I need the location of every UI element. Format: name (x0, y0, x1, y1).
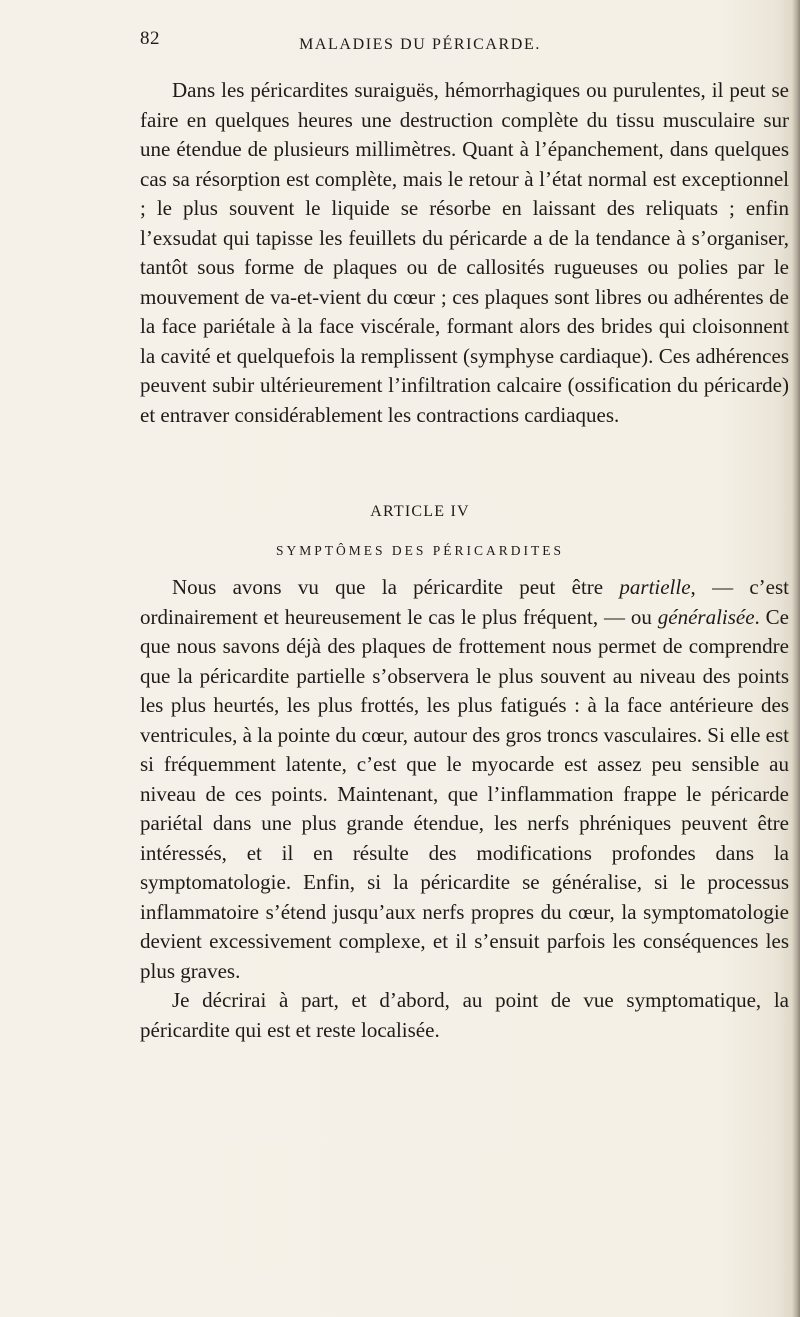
running-title: MALADIES DU PÉRICARDE. (299, 36, 541, 53)
section-subtitle: SYMPTÔMES DES PÉRICARDITES (275, 543, 565, 558)
page-number: 82 (140, 28, 160, 49)
paragraph-symptoms-part-2: , — c’est ordinairement et heureusement le cas le plus fréquent, — ou (140, 575, 789, 629)
paragraph-symptoms (140, 573, 789, 986)
running-head (140, 28, 700, 60)
body-text-top (140, 76, 789, 430)
paragraph-symptoms-part-1: Nous avons vu que la péricardite peut être (172, 575, 620, 599)
article-heading: ARTICLE IV (370, 503, 470, 520)
body-text-bottom (140, 573, 789, 1045)
term-generalisee: généralisée (657, 604, 755, 629)
paragraph-symptoms-part-3: . Ce que nous savons déjà des plaques de frottement nous permet de comprendre que la péricardite partielle s’observera le plus souvent au niveau des points les plus heurtés, les plus frottés, les plus fatigués : à la face antérieure des ventricules, à la pointe du cœur, autour des gros troncs vasculaires. Si elle est si fréquemment latente, c’est que le myocarde est assez peu sensible au niveau de ces points. Maintenant, que l’inflammation frappe le péricarde pariétal dans une plus grande étendue, les nerfs phréniques peuvent être intéressés, et il en résulte des modifications profondes dans la symptomatologie. Enfin, si la péricardite se généralise, si le processus inflammatoire s’étend jusqu’aux nerfs propres du cœur, la symptomatologie devient excessivement complexe, et il s’ensuit parfois les conséquences les plus graves. (140, 604, 790, 983)
term-partielle: partielle (619, 575, 691, 599)
paragraph-conclusion: Je décrirai à part, et d’abord, au point de vue symptomatique, la péricardite qui est et reste localisée. (140, 988, 789, 1042)
page-edge-shadow (792, 0, 800, 1317)
paragraph-pathology: Dans les péricardites suraiguës, hémorrhagiques ou purulentes, il peut se faire en quelques heures une destruction complète du tissu musculaire sur une étendue de plusieurs millimètres. Quant à l’épanchement, dans quelques cas sa résorption est complète, mais le retour à l’état normal est exceptionnel ; le plus souvent le liquide se résorbe en laissant des reliquats ; enfin l’exsudat qui tapisse les feuillets du péricarde a de la tendance à s’organiser, tantôt sous forme de plaques ou de callosités rugueuses ou polies par le mouvement de va-et-vient du cœur ; ces plaques sont libres ou adhérentes de la face pariétale à la face viscérale, formant alors des brides qui cloisonnent la cavité et quelquefois la remplissent (symphyse cardiaque). Ces adhérences peuvent subir ultérieurement l’infiltration calcaire (ossification du péricarde) et entraver considérablement les contractions cardiaques. (140, 78, 789, 427)
